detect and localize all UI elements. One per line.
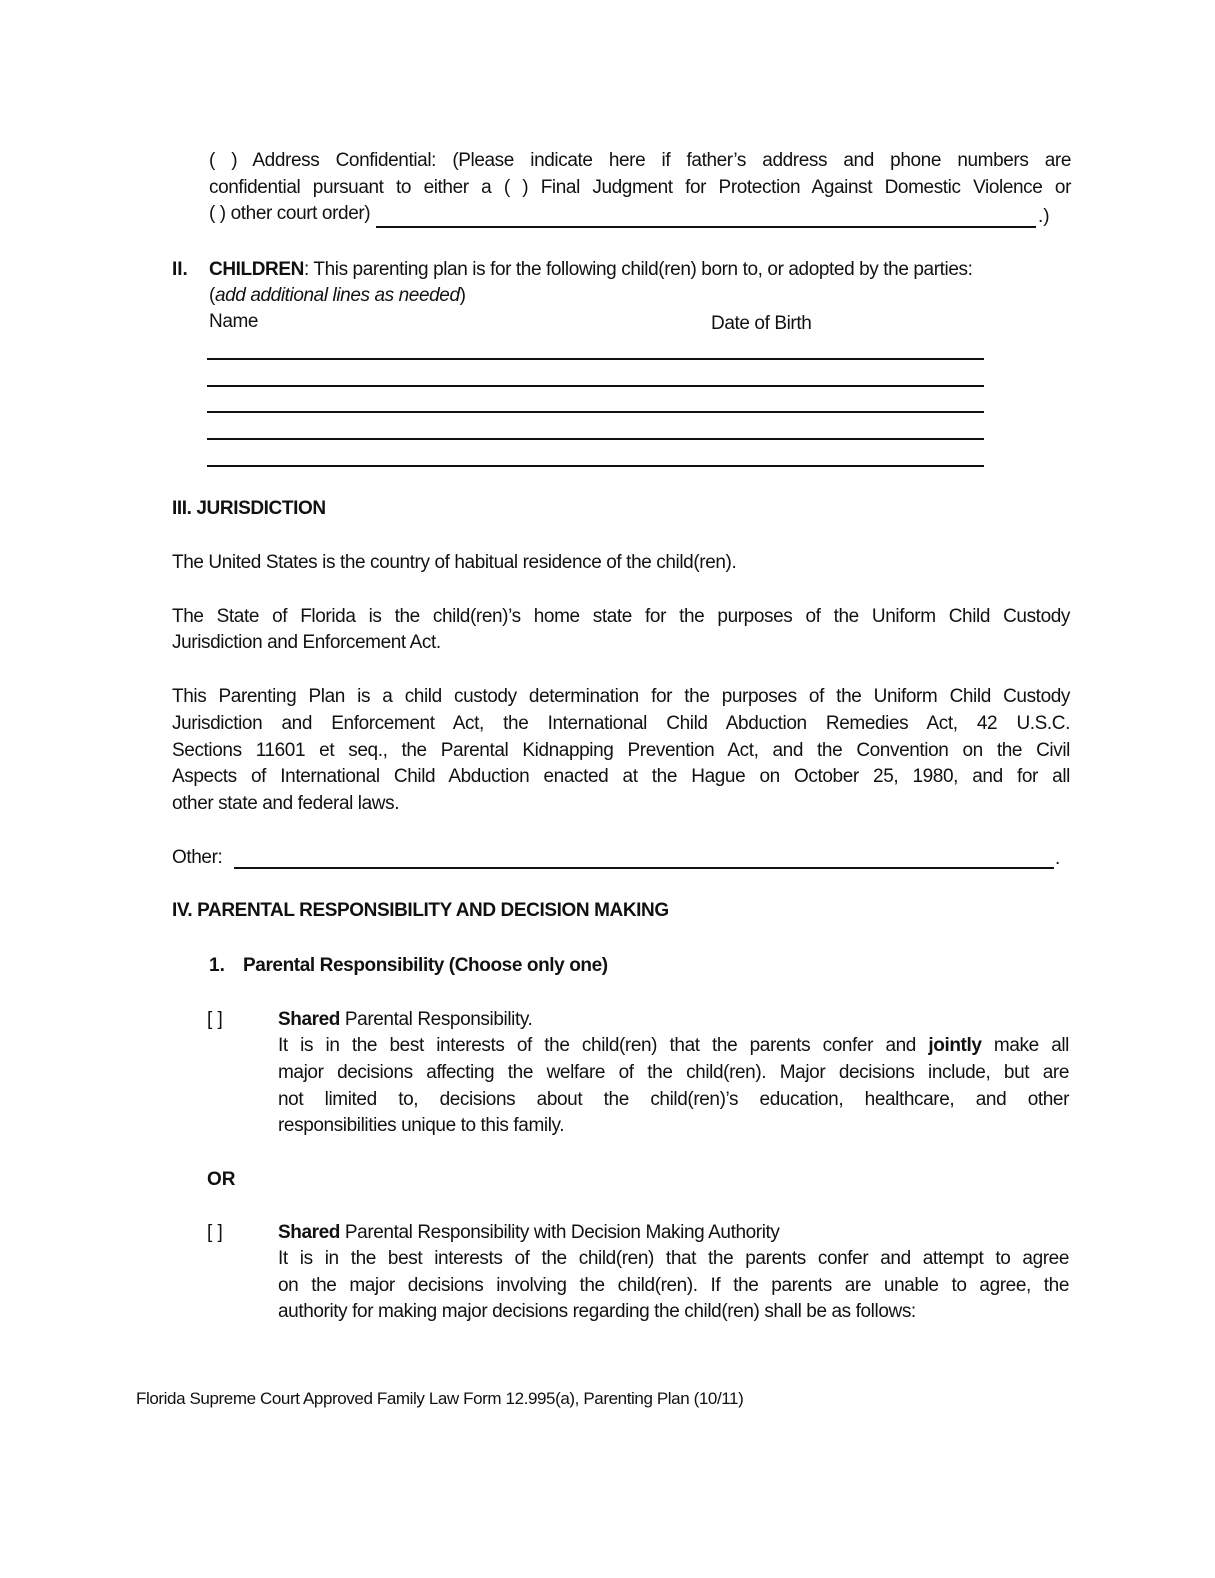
jurisdiction-paragraph-2-line: Jurisdiction and Enforcement Act. [172, 632, 441, 653]
jurisdiction-paragraph-3-line: This Parenting Plan is a child custody determination for the purposes of the Uniform Child Custody [172, 686, 1070, 707]
other-court-order-field[interactable] [376, 226, 1036, 228]
final-judgment-checkbox[interactable]: ( ) [503, 177, 529, 198]
confidential-pursuant-text: confidential pursuant to either a [209, 177, 492, 198]
address-confidential-label: Address Confidential: [252, 150, 437, 171]
option-1-title: Parental Responsibility. [340, 1009, 533, 1030]
column-dob-header: Date of Birth [711, 313, 812, 334]
option-1-text: make all [981, 1035, 1070, 1056]
parental-responsibility-heading: IV. PARENTAL RESPONSIBILITY AND DECISION MAKING [172, 900, 669, 921]
jurisdiction-paragraph-3-line: Sections 11601 et seq., the Parental Kidnapping Prevention Act, and the Convention on the Civil [172, 740, 1070, 761]
jurisdiction-paragraph-3-line: Jurisdiction and Enforcement Act, the International Child Abduction Remedies Act, 42 U.S.C. [172, 713, 1070, 734]
option-2-text-line: on the major decisions involving the child(ren). If the parents are unable to agree, the [278, 1275, 1069, 1296]
form-footer: Florida Supreme Court Approved Family Law Form 12.995(a), Parenting Plan (10/11) [136, 1389, 744, 1408]
jurisdiction-heading: III. JURISDICTION [172, 498, 326, 519]
jurisdiction-paragraph-3-line: other state and federal laws. [172, 793, 400, 814]
jurisdiction-paragraph-2-line: The State of Florida is the child(ren)’s home state for the purposes of the Uniform Child Custody [172, 606, 1070, 627]
other-label: Other: [172, 847, 223, 868]
address-confidential-checkbox[interactable]: ( ) [209, 150, 238, 171]
option-1-text-line: major decisions affecting the welfare of the child(ren). Major decisions include, but are [278, 1062, 1069, 1083]
other-end: . [1055, 848, 1061, 869]
column-name-header: Name [209, 311, 259, 332]
child-entry-line[interactable] [207, 465, 984, 467]
subsection-number: 1. [209, 955, 225, 976]
children-intro: : This parenting plan is for the following child(ren) born to, or adopted by the parties: [303, 259, 973, 280]
jurisdiction-paragraph-3-line: Aspects of International Child Abduction enacted at the Hague on October 25, 1980, and for all [172, 766, 1070, 787]
option-1-title-bold: Shared [278, 1009, 341, 1030]
subsection-heading: Parental Responsibility (Choose only one) [243, 955, 608, 976]
other-input-line[interactable] [234, 867, 1054, 869]
or-separator: OR [207, 1169, 236, 1190]
child-entry-line[interactable] [207, 385, 984, 387]
option-1-text: It is in the best interests of the child(ren) that the parents confer and [278, 1035, 929, 1056]
final-judgment-label: Final Judgment for Protection Against Domestic Violence or [540, 177, 1071, 198]
jurisdiction-paragraph-1: The United States is the country of habitual residence of the child(ren). [172, 552, 737, 573]
option-1-text-line: not limited to, decisions about the child(ren)’s education, healthcare, and other [278, 1089, 1069, 1110]
child-entry-line[interactable] [207, 438, 984, 440]
option-2-checkbox[interactable]: [ ] [207, 1222, 223, 1243]
address-confidential-instructions: (Please indicate here if father’s address and phone numbers are [452, 150, 1071, 171]
option-2-text-line: authority for making major decisions regarding the child(ren) shall be as follows: [278, 1301, 916, 1322]
option-1-checkbox[interactable]: [ ] [207, 1009, 223, 1030]
other-court-order-checkbox[interactable]: ( ) [209, 203, 226, 224]
option-2-text-line: It is in the best interests of the child(ren) that the parents confer and attempt to agree [278, 1248, 1069, 1269]
option-1-jointly: jointly [928, 1035, 982, 1056]
child-entry-line[interactable] [207, 411, 984, 413]
other-court-order-label: other court order) [230, 203, 371, 224]
children-numeral: II. [172, 259, 188, 280]
children-note: (add additional lines as needed) [209, 285, 466, 306]
child-entry-line[interactable] [207, 358, 984, 360]
children-heading: CHILDREN [209, 259, 304, 280]
option-2-title-bold: Shared [278, 1222, 341, 1243]
option-2-title: Parental Responsibility with Decision Making Authority [340, 1222, 780, 1243]
option-1-text-line: responsibilities unique to this family. [278, 1115, 565, 1136]
other-court-order-end: .) [1038, 206, 1050, 227]
